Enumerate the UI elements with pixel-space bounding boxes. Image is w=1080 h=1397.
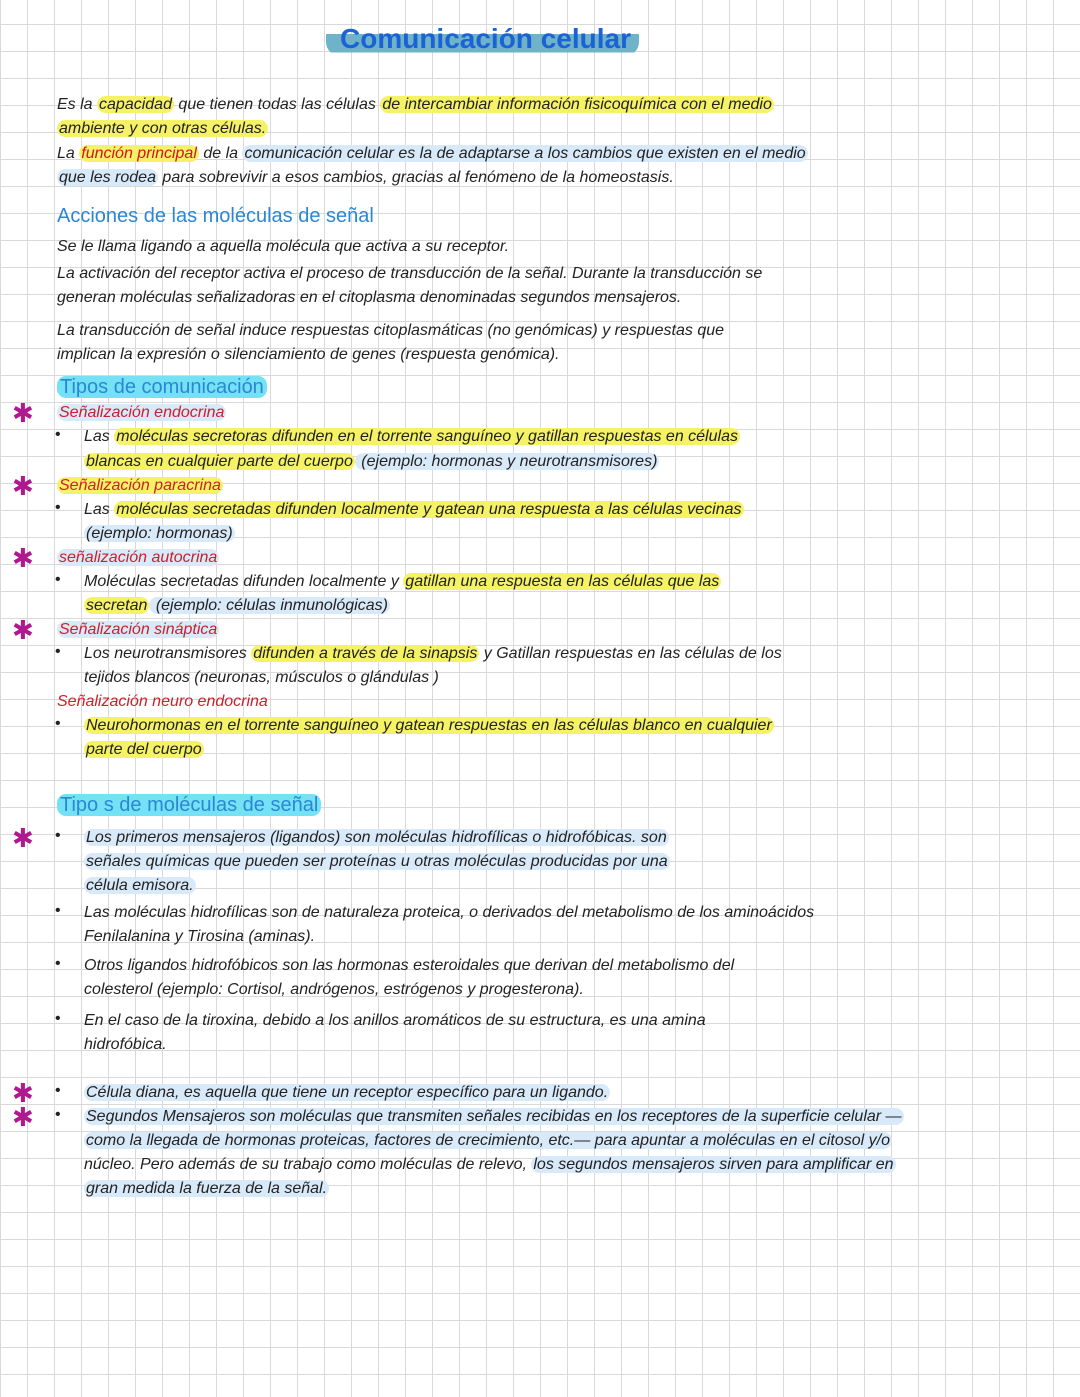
highlighted-text: Tipos de comunicación bbox=[57, 376, 267, 398]
text-line bbox=[84, 875, 196, 897]
text-segment: Las bbox=[84, 501, 115, 518]
highlighted-text: Tipo s de moléculas de señal bbox=[57, 794, 321, 816]
asterisk-icon: ✱ bbox=[12, 543, 34, 573]
bullet-icon: • bbox=[55, 1082, 61, 1099]
text-line bbox=[84, 979, 584, 1001]
highlighted-text: señales químicas que pueden ser proteínas u otras moléculas producidas por una bbox=[86, 853, 668, 870]
section-heading bbox=[57, 794, 321, 816]
highlighted-text: los segundos mensajeros sirven para amplificar en bbox=[533, 1156, 894, 1173]
highlighted-text: ambiente y con otras células. bbox=[59, 120, 267, 137]
highlighted-text: Señalización sináptica bbox=[59, 621, 218, 638]
text-line bbox=[57, 344, 560, 366]
subheading bbox=[57, 619, 219, 641]
text-segment: La transducción de señal induce respuestas citoplasmáticas (no genómicas) y respuestas que bbox=[57, 322, 725, 339]
highlighted-text: secretan bbox=[86, 597, 148, 614]
bullet-icon: • bbox=[55, 1010, 61, 1027]
bullet-item bbox=[84, 499, 744, 521]
asterisk-icon: ✱ bbox=[12, 615, 34, 645]
bullet-item bbox=[84, 426, 740, 448]
text-segment: generan moléculas señalizadoras en el citoplasma denominadas segundos mensajeros. bbox=[57, 289, 682, 306]
bullet-icon: • bbox=[55, 902, 61, 919]
text-segment: hidrofóbica. bbox=[84, 1036, 167, 1053]
bullet-icon: • bbox=[55, 1106, 61, 1123]
text-line bbox=[84, 851, 670, 873]
text-line bbox=[84, 739, 204, 761]
text-line bbox=[57, 287, 681, 309]
highlighted-text: moléculas secretadas difunden localmente y gatean una respuesta a las células vecinas bbox=[116, 501, 742, 518]
bullet-icon: • bbox=[55, 955, 61, 972]
bullet-item bbox=[84, 1082, 610, 1104]
highlighted-text: (ejemplo: hormonas y neurotransmisores) bbox=[356, 453, 658, 470]
text-segment: tejidos blancos (neuronas, músculos o glándulas ) bbox=[84, 669, 439, 686]
bullet-icon: • bbox=[55, 571, 61, 588]
subheading bbox=[57, 475, 223, 497]
text-segment: Otros ligandos hidrofóbicos son las hormonas esteroidales que derivan del metabolismo del bbox=[84, 957, 735, 974]
highlighted-text: parte del cuerpo bbox=[86, 741, 202, 758]
text-line bbox=[84, 1178, 329, 1200]
asterisk-icon: ✱ bbox=[12, 398, 34, 428]
text-line bbox=[84, 595, 390, 617]
text-segment: que tienen todas las células bbox=[173, 96, 381, 113]
text-line bbox=[84, 523, 235, 545]
bullet-icon: • bbox=[55, 499, 61, 516]
highlighted-text: Los primeros mensajeros (ligandos) son moléculas hidrofílicas o hidrofóbicas. son bbox=[86, 829, 667, 846]
highlighted-text: Neurohormonas en el torrente sanguíneo y gatean respuestas en las células blanco en cualquier bbox=[86, 717, 772, 734]
bullet-icon: • bbox=[55, 715, 61, 732]
highlighted-text: Célula diana, es aquella que tiene un receptor específico para un ligando. bbox=[86, 1084, 609, 1101]
highlighted-text: que les rodea bbox=[59, 169, 156, 186]
text-segment: En el caso de la tiroxina, debido a los anillos aromáticos de su estructura, es una amina bbox=[84, 1012, 706, 1029]
page-title: Comunicación celular bbox=[326, 22, 639, 56]
text-segment: Se le llama ligando a aquella molécula que activa a su receptor. bbox=[57, 238, 510, 255]
text-line bbox=[57, 263, 762, 285]
bullet-item bbox=[84, 571, 721, 593]
text-line bbox=[57, 143, 808, 165]
text-segment: de la bbox=[198, 145, 243, 162]
bullet-item bbox=[84, 955, 734, 977]
text-line bbox=[57, 94, 774, 116]
highlighted-text: blancas en cualquier parte del cuerpo bbox=[86, 453, 353, 470]
text-segment: y Gatillan respuestas en las células de los bbox=[479, 645, 782, 662]
text-line bbox=[84, 1130, 892, 1152]
highlighted-text: señalización autocrina bbox=[59, 549, 218, 566]
text-segment: implican la expresión o silenciamiento de genes (respuesta genómica). bbox=[57, 346, 560, 363]
text-segment: Las moléculas hidrofílicas son de naturaleza proteica, o derivados del metabolismo de los aminoácidos bbox=[84, 904, 815, 921]
highlighted-text: Señalización paracrina bbox=[59, 477, 221, 494]
asterisk-icon: ✱ bbox=[12, 1102, 34, 1132]
subheading bbox=[57, 402, 226, 424]
bullet-item bbox=[84, 715, 774, 737]
highlighted-text: (ejemplo: hormonas) bbox=[86, 525, 233, 542]
highlighted-text: Segundos Mensajeros son moléculas que transmiten señales recibidas en los receptores de la superficie celular — bbox=[86, 1108, 902, 1125]
text-segment: La activación del receptor activa el proceso de transducción de la señal. Durante la transducción se bbox=[57, 265, 763, 282]
text-line bbox=[57, 236, 509, 258]
highlighted-text: como la llegada de hormonas proteicas, factores de crecimiento, etc.— para apuntar a moléculas en el citosol y/o bbox=[86, 1132, 890, 1149]
text-segment: Acciones de las moléculas de señal bbox=[57, 205, 374, 227]
asterisk-icon: ✱ bbox=[12, 823, 34, 853]
highlighted-text: célula emisora. bbox=[86, 877, 194, 894]
highlighted-text: función principal bbox=[81, 145, 197, 162]
text-line bbox=[84, 926, 315, 948]
text-line bbox=[84, 667, 439, 689]
highlighted-text: gatillan una respuesta en las células que las bbox=[405, 573, 720, 590]
text-line bbox=[57, 118, 268, 140]
text-line bbox=[84, 1154, 896, 1176]
text-line bbox=[84, 451, 659, 473]
bullet-icon: • bbox=[55, 643, 61, 660]
bullet-item bbox=[84, 902, 814, 924]
highlighted-text: (ejemplo: células inmunológicas) bbox=[151, 597, 388, 614]
asterisk-icon: ✱ bbox=[12, 471, 34, 501]
highlighted-text: gran medida la fuerza de la señal. bbox=[86, 1180, 328, 1197]
text-segment: La bbox=[57, 145, 80, 162]
bullet-item bbox=[84, 827, 669, 849]
text-segment: Los neurotransmisores bbox=[84, 645, 252, 662]
subheading bbox=[57, 547, 219, 569]
section-heading bbox=[57, 376, 267, 398]
highlighted-text: Señalización endocrina bbox=[59, 404, 225, 421]
text-segment: Fenilalanina y Tirosina (aminas). bbox=[84, 928, 316, 945]
text-segment: Señalización neuro endocrina bbox=[57, 693, 268, 710]
text-line bbox=[57, 167, 674, 189]
highlighted-text: de intercambiar información fisicoquímica con el medio bbox=[382, 96, 772, 113]
bullet-icon: • bbox=[55, 426, 61, 443]
bullet-item bbox=[84, 643, 782, 665]
bullet-item bbox=[84, 1010, 706, 1032]
text-segment: núcleo. Pero además de su trabajo como moléculas de relevo, bbox=[84, 1156, 532, 1173]
text-line bbox=[84, 1034, 167, 1056]
text-segment: Moléculas secretadas difunden localmente y bbox=[84, 573, 404, 590]
text-segment: colesterol (ejemplo: Cortisol, andrógenos, estrógenos y progesterona). bbox=[84, 981, 584, 998]
highlighted-text: moléculas secretoras difunden en el torrente sanguíneo y gatillan respuestas en células bbox=[116, 428, 738, 445]
text-line bbox=[57, 320, 724, 342]
highlighted-text: capacidad bbox=[99, 96, 172, 113]
text-segment: para sobrevivir a esos cambios, gracias al fenómeno de la homeostasis. bbox=[157, 169, 674, 186]
asterisk-icon: ✱ bbox=[12, 1078, 34, 1108]
text-segment: Es la bbox=[57, 96, 98, 113]
bullet-item bbox=[84, 1106, 904, 1128]
bullet-icon: • bbox=[55, 827, 61, 844]
highlighted-text: comunicación celular es la de adaptarse a los cambios que existen en el medio bbox=[244, 145, 806, 162]
highlighted-text: difunden a través de la sinapsis bbox=[253, 645, 478, 662]
text-segment: Las bbox=[84, 428, 115, 445]
section-heading bbox=[57, 205, 374, 227]
subheading bbox=[57, 691, 268, 713]
